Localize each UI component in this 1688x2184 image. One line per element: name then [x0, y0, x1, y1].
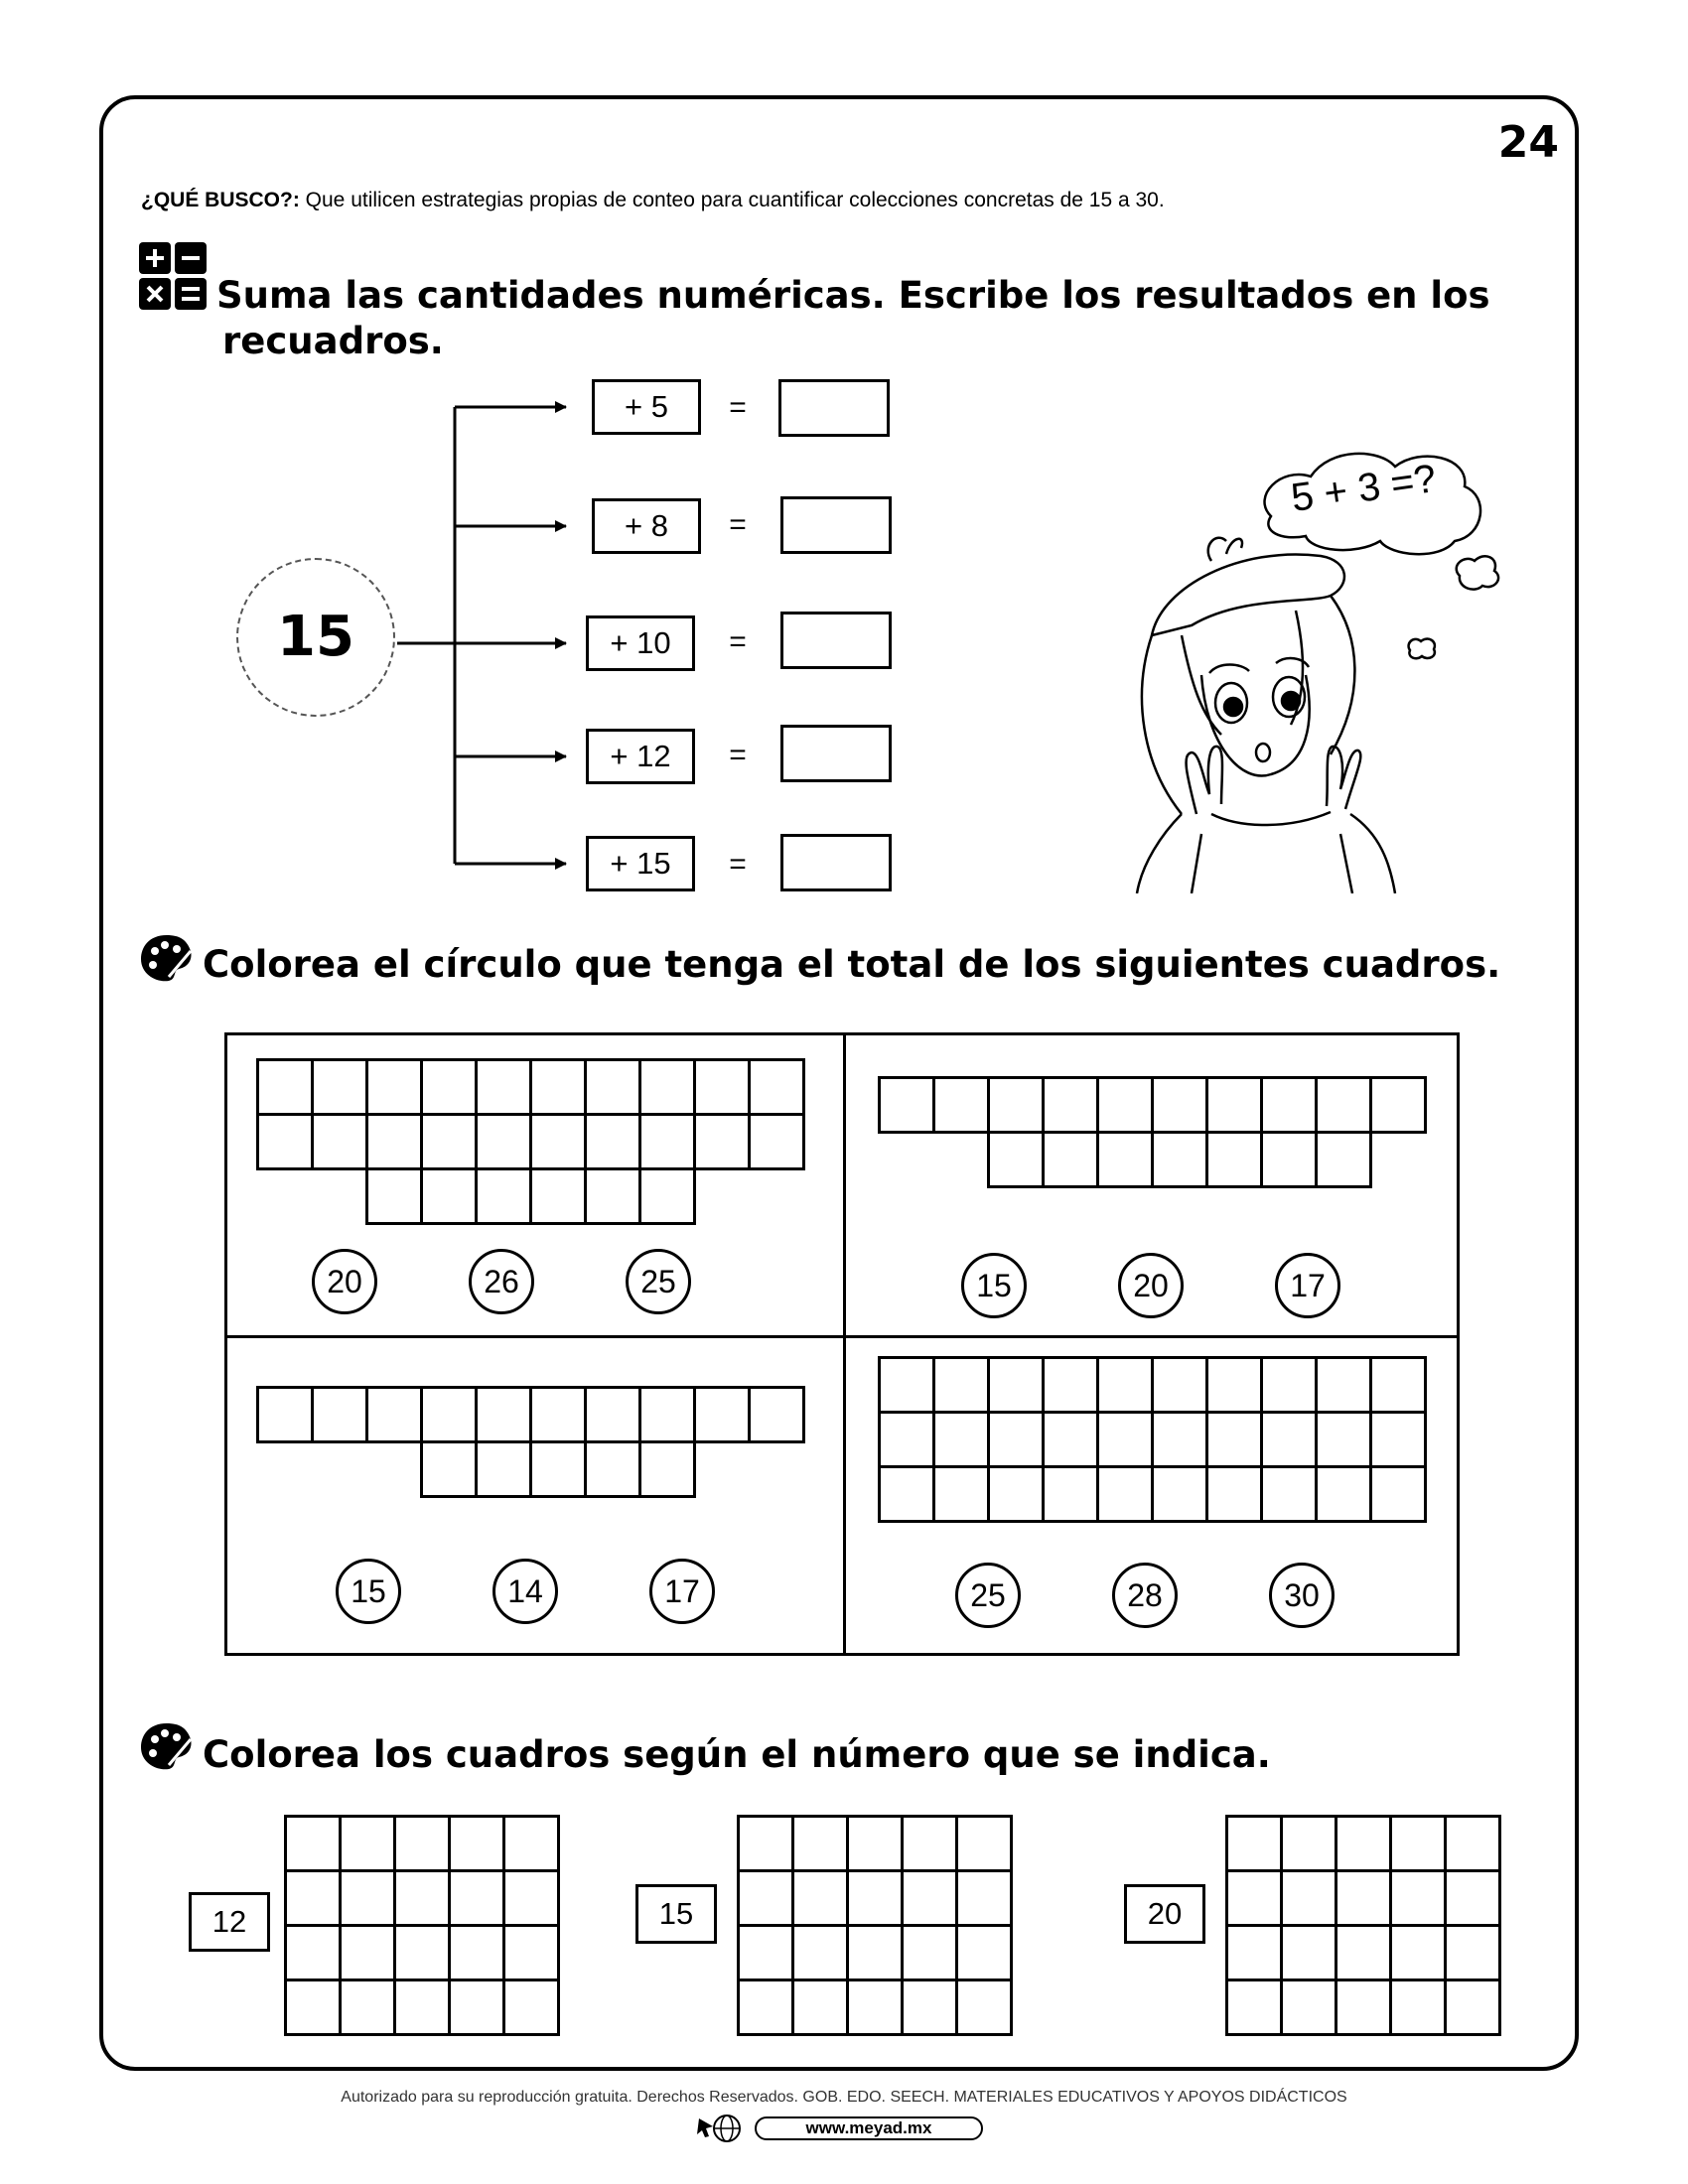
count-square — [256, 1386, 314, 1443]
colorable-square[interactable] — [846, 1979, 904, 2036]
page-number: 24 — [1497, 117, 1559, 168]
palette-icon — [139, 1719, 195, 1773]
colorable-square[interactable] — [502, 1869, 560, 1927]
colorable-square[interactable] — [737, 1815, 794, 1872]
count-square — [1260, 1356, 1318, 1414]
count-square — [1260, 1411, 1318, 1468]
count-square — [932, 1465, 990, 1523]
count-square — [987, 1356, 1045, 1414]
option-circle[interactable]: 30 — [1269, 1563, 1335, 1628]
option-circle[interactable]: 26 — [469, 1249, 534, 1314]
count-square — [420, 1440, 478, 1498]
colorable-square[interactable] — [393, 1815, 451, 1872]
colorable-square[interactable] — [846, 1869, 904, 1927]
colorable-square[interactable] — [393, 1924, 451, 1981]
equals-sign: = — [729, 391, 747, 424]
count-square — [365, 1167, 423, 1225]
colorable-square[interactable] — [339, 1869, 396, 1927]
count-square — [932, 1076, 990, 1134]
colorable-square[interactable] — [339, 1979, 396, 2036]
colorable-square[interactable] — [846, 1815, 904, 1872]
objective-label: ¿QUÉ BUSCO?: — [141, 189, 300, 211]
option-circle[interactable]: 20 — [312, 1249, 377, 1314]
colorable-square[interactable] — [901, 1815, 958, 1872]
count-square — [638, 1440, 696, 1498]
count-square — [529, 1386, 587, 1443]
colorable-square[interactable] — [393, 1869, 451, 1927]
colorable-square[interactable] — [1335, 1815, 1392, 1872]
count-square — [529, 1167, 587, 1225]
count-square — [256, 1058, 314, 1116]
thought-bubble-text: 5 + 3 =? — [1288, 457, 1440, 521]
count-square — [1369, 1465, 1427, 1523]
colorable-square[interactable] — [448, 1979, 505, 2036]
colorable-square[interactable] — [284, 1979, 342, 2036]
count-square — [748, 1386, 805, 1443]
colorable-square[interactable] — [1280, 1979, 1337, 2036]
count-square — [1042, 1465, 1099, 1523]
colorable-square[interactable] — [1444, 1815, 1501, 1872]
colorable-square[interactable] — [448, 1869, 505, 1927]
count-square — [584, 1058, 641, 1116]
count-square — [365, 1386, 423, 1443]
equals-sign: = — [729, 739, 747, 771]
count-square — [878, 1465, 935, 1523]
count-square — [1260, 1465, 1318, 1523]
colorable-square[interactable] — [1335, 1979, 1392, 2036]
count-square — [584, 1113, 641, 1170]
count-square — [638, 1386, 696, 1443]
count-square — [748, 1113, 805, 1170]
equals-sign: = — [729, 625, 747, 658]
count-square — [475, 1167, 532, 1225]
option-circle[interactable]: 15 — [961, 1253, 1027, 1318]
count-square — [475, 1058, 532, 1116]
colorable-square[interactable] — [1335, 1924, 1392, 1981]
colorable-square[interactable] — [1444, 1924, 1501, 1981]
count-square — [420, 1113, 478, 1170]
colorable-square[interactable] — [791, 1979, 849, 2036]
count-square — [584, 1386, 641, 1443]
exercise1-instruction: Suma las cantidades numéricas. Escribe los resultados en los — [216, 274, 1490, 317]
count-square — [1096, 1411, 1154, 1468]
count-square — [1315, 1076, 1372, 1134]
count-square — [420, 1386, 478, 1443]
count-square — [1369, 1411, 1427, 1468]
count-square — [365, 1058, 423, 1116]
count-square — [529, 1113, 587, 1170]
colorable-square[interactable] — [1225, 1869, 1283, 1927]
colorable-square[interactable] — [1389, 1869, 1447, 1927]
colorable-square[interactable] — [1389, 1815, 1447, 1872]
colorable-square[interactable] — [737, 1924, 794, 1981]
count-square — [1260, 1076, 1318, 1134]
option-circle[interactable]: 25 — [955, 1563, 1021, 1628]
colorable-square[interactable] — [791, 1869, 849, 1927]
answer-box[interactable] — [780, 725, 892, 782]
colorable-square[interactable] — [955, 1869, 1013, 1927]
target-number-box: 12 — [189, 1892, 270, 1952]
count-square — [1369, 1356, 1427, 1414]
colorable-square[interactable] — [791, 1924, 849, 1981]
count-square — [878, 1356, 935, 1414]
colorable-square[interactable] — [502, 1815, 560, 1872]
colorable-square[interactable] — [502, 1924, 560, 1981]
count-square — [878, 1411, 935, 1468]
colorable-square[interactable] — [1389, 1979, 1447, 2036]
colorable-square[interactable] — [955, 1979, 1013, 2036]
target-number-box: 15 — [635, 1884, 717, 1944]
colorable-square[interactable] — [339, 1815, 396, 1872]
colorable-square[interactable] — [339, 1924, 396, 1981]
count-square — [529, 1058, 587, 1116]
count-square — [638, 1113, 696, 1170]
colorable-square[interactable] — [901, 1924, 958, 1981]
count-square — [693, 1113, 751, 1170]
answer-box[interactable] — [778, 379, 890, 437]
count-square — [987, 1076, 1045, 1134]
equals-sign: = — [729, 508, 747, 541]
colorable-square[interactable] — [901, 1979, 958, 2036]
count-square — [420, 1167, 478, 1225]
count-square — [1260, 1131, 1318, 1188]
option-circle[interactable]: 25 — [626, 1249, 691, 1314]
colorable-square[interactable] — [901, 1869, 958, 1927]
count-square — [1369, 1076, 1427, 1134]
count-square — [1042, 1131, 1099, 1188]
option-circle[interactable]: 28 — [1112, 1563, 1178, 1628]
palette-icon — [139, 931, 195, 985]
option-circle[interactable]: 17 — [649, 1559, 715, 1624]
count-square — [1151, 1356, 1208, 1414]
target-number-box: 20 — [1124, 1884, 1205, 1944]
count-square — [311, 1386, 368, 1443]
exercise1-instruction-cont: recuadros. — [222, 320, 444, 362]
count-square — [748, 1058, 805, 1116]
count-square — [693, 1058, 751, 1116]
colorable-square[interactable] — [502, 1979, 560, 2036]
count-square — [1096, 1131, 1154, 1188]
count-square — [987, 1131, 1045, 1188]
count-square — [1042, 1076, 1099, 1134]
count-square — [311, 1058, 368, 1116]
count-square — [932, 1411, 990, 1468]
panel-divider-horizontal — [227, 1335, 1457, 1338]
count-square — [529, 1440, 587, 1498]
colorable-square[interactable] — [846, 1924, 904, 1981]
count-square — [638, 1058, 696, 1116]
colorable-square[interactable] — [737, 1869, 794, 1927]
addend-box: + 10 — [586, 615, 695, 671]
colorable-square[interactable] — [284, 1924, 342, 1981]
equals-sign: = — [729, 848, 747, 881]
count-square — [638, 1167, 696, 1225]
count-square — [932, 1356, 990, 1414]
count-square — [1205, 1356, 1263, 1414]
count-square — [1042, 1411, 1099, 1468]
exercise2-instruction: Colorea el círculo que tenga el total de los siguientes cuadros. — [203, 943, 1501, 986]
count-square — [475, 1113, 532, 1170]
colorable-square[interactable] — [448, 1924, 505, 1981]
addend-box: + 12 — [586, 729, 695, 784]
colorable-square[interactable] — [1444, 1869, 1501, 1927]
colorable-square[interactable] — [284, 1815, 342, 1872]
colorable-square[interactable] — [1280, 1815, 1337, 1872]
count-square — [256, 1113, 314, 1170]
website-url[interactable]: www.meyad.mx — [755, 2116, 983, 2140]
colorable-square[interactable] — [1225, 1815, 1283, 1872]
colorable-square[interactable] — [1280, 1924, 1337, 1981]
count-square — [420, 1058, 478, 1116]
colorable-square[interactable] — [1335, 1869, 1392, 1927]
answer-box[interactable] — [780, 612, 892, 669]
addend-box: + 8 — [592, 498, 701, 554]
count-square — [1151, 1131, 1208, 1188]
colorable-square[interactable] — [955, 1924, 1013, 1981]
colorable-square[interactable] — [284, 1869, 342, 1927]
globe-cursor-icon — [695, 2113, 745, 2144]
colorable-square[interactable] — [791, 1815, 849, 1872]
objective-text: Que utilicen estrategias propias de conteo para cuantificar colecciones concretas de 15 a 30. — [305, 189, 1165, 211]
colorable-square[interactable] — [448, 1815, 505, 1872]
count-square — [1096, 1465, 1154, 1523]
count-square — [1151, 1465, 1208, 1523]
colorable-square[interactable] — [1225, 1924, 1283, 1981]
option-circle[interactable]: 14 — [492, 1559, 558, 1624]
colorable-square[interactable] — [1225, 1979, 1283, 2036]
count-square — [311, 1113, 368, 1170]
count-square — [584, 1440, 641, 1498]
addend-box: + 15 — [586, 836, 695, 891]
count-square — [1205, 1131, 1263, 1188]
count-square — [1096, 1356, 1154, 1414]
option-circle[interactable]: 20 — [1118, 1253, 1184, 1318]
count-square — [1315, 1356, 1372, 1414]
colorable-square[interactable] — [955, 1815, 1013, 1872]
count-square — [1096, 1076, 1154, 1134]
count-square — [475, 1440, 532, 1498]
count-square — [1151, 1411, 1208, 1468]
option-circle[interactable]: 15 — [336, 1559, 401, 1624]
panel-divider-vertical — [843, 1035, 846, 1653]
count-square — [1151, 1076, 1208, 1134]
exercise3-instruction: Colorea los cuadros según el número que se indica. — [203, 1733, 1271, 1776]
count-square — [693, 1386, 751, 1443]
count-square — [1315, 1411, 1372, 1468]
start-number-circle: 15 — [236, 558, 395, 717]
colorable-square[interactable] — [1444, 1979, 1501, 2036]
colorable-square[interactable] — [393, 1979, 451, 2036]
colorable-square[interactable] — [1280, 1869, 1337, 1927]
count-square — [1315, 1131, 1372, 1188]
addend-box: + 5 — [592, 379, 701, 435]
count-square — [1205, 1411, 1263, 1468]
count-square — [1315, 1465, 1372, 1523]
count-square — [365, 1113, 423, 1170]
count-square — [475, 1386, 532, 1443]
footer-text: Autorizado para su reproducción gratuita. Derechos Reservados. GOB. EDO. SEECH. MATERIALES EDUCATIVOS Y APOYOS DIDÁCTICOS — [341, 2089, 1347, 2106]
count-square — [1205, 1465, 1263, 1523]
option-circle[interactable]: 17 — [1275, 1253, 1340, 1318]
count-square — [584, 1167, 641, 1225]
count-square — [987, 1465, 1045, 1523]
colorable-square[interactable] — [737, 1979, 794, 2036]
answer-box[interactable] — [780, 496, 892, 554]
answer-box[interactable] — [780, 834, 892, 891]
count-square — [1205, 1076, 1263, 1134]
count-square — [1042, 1356, 1099, 1414]
count-square — [987, 1411, 1045, 1468]
colorable-square[interactable] — [1389, 1924, 1447, 1981]
count-square — [878, 1076, 935, 1134]
